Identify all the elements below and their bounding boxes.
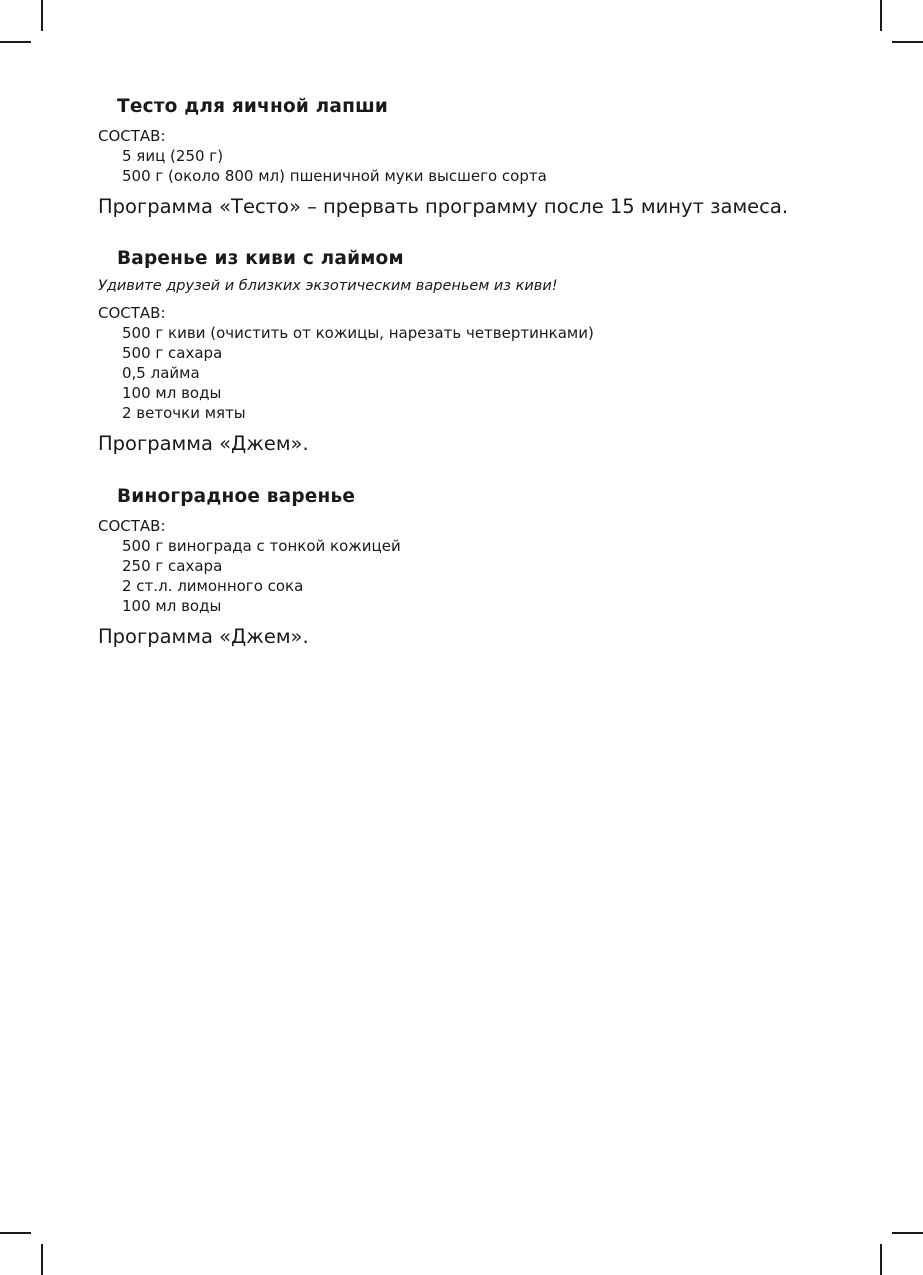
- ingredient-item: 2 ст.л. лимонного сока: [122, 577, 304, 595]
- ingredients-label: СОСТАВ:: [98, 304, 166, 322]
- ingredients-label: СОСТАВ:: [98, 517, 166, 535]
- crop-mark-bottom-left-horizontal: [0, 1232, 31, 1234]
- ingredients-list: [122, 146, 878, 186]
- recipe-title: Виноградное варенье: [117, 486, 356, 507]
- recipe-title: Варенье из киви с лаймом: [117, 248, 404, 269]
- crop-mark-bottom-right-horizontal: [892, 1232, 923, 1234]
- recipe-subtitle: Удивите друзей и близких экзотическим вареньем из киви!: [98, 278, 558, 294]
- crop-mark-top-right-vertical: [880, 0, 882, 31]
- ingredient-item: 100 мл воды: [122, 597, 222, 615]
- ingredient-item: 500 г сахара: [122, 344, 223, 362]
- ingredient-item: 500 г винограда с тонкой кожицей: [122, 537, 401, 555]
- program-instruction: Программа «Джем».: [98, 625, 309, 648]
- ingredient-item: 0,5 лайма: [122, 364, 200, 382]
- ingredients-label: СОСТАВ:: [98, 127, 166, 145]
- ingredient-item: 500 г (около 800 мл) пшеничной муки высшего сорта: [122, 167, 547, 185]
- ingredients-list: [122, 536, 878, 616]
- ingredient-item: 5 яиц (250 г): [122, 147, 224, 165]
- crop-mark-bottom-right-vertical: [880, 1244, 882, 1275]
- recipe-kiwi-lime-jam: [98, 248, 878, 456]
- ingredient-item: 500 г киви (очистить от кожицы, нарезать четвертинками): [122, 324, 594, 342]
- recipe-grape-jam: [98, 486, 878, 649]
- program-instruction: Программа «Джем».: [98, 432, 309, 455]
- recipe-title: Тесто для яичной лапши: [117, 96, 389, 117]
- ingredient-item: 2 веточки мяты: [122, 404, 246, 422]
- program-instruction: Программа «Тесто» – прервать программу после 15 минут замеса.: [98, 195, 789, 218]
- recipe-egg-noodle-dough: [98, 96, 878, 219]
- crop-mark-top-left-vertical: [41, 0, 43, 31]
- crop-mark-top-right-horizontal: [892, 41, 923, 43]
- ingredient-item: 100 мл воды: [122, 384, 222, 402]
- crop-mark-top-left-horizontal: [0, 41, 31, 43]
- ingredients-list: [122, 323, 878, 423]
- ingredient-item: 250 г сахара: [122, 557, 223, 575]
- crop-mark-bottom-left-vertical: [41, 1244, 43, 1275]
